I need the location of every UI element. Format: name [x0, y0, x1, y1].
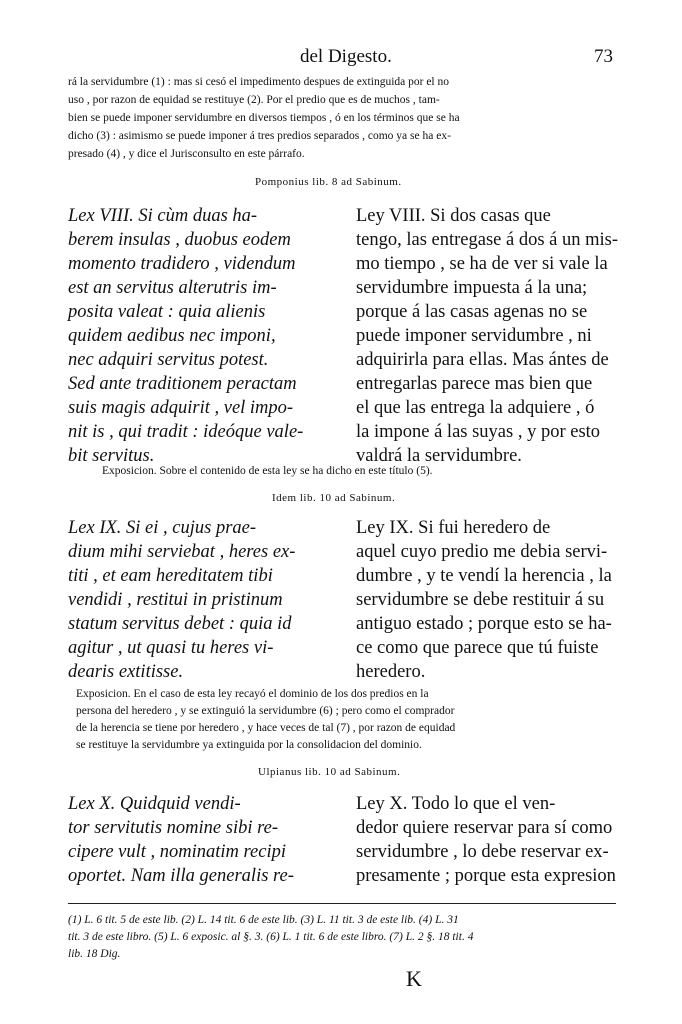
spanish-line: valdrá la servidumbre.: [356, 446, 522, 466]
intro-line: bien se puede imponer servidumbre en diversos tiempos , ó en los términos que se ha: [68, 112, 460, 124]
footnote-line: lib. 18 Dig.: [68, 948, 121, 960]
latin-line: vendidi , restitui in pristinum: [68, 590, 283, 610]
section-heading-idem: Idem lib. 10 ad Sabinum.: [272, 492, 396, 504]
spanish-line: puede imponer servidumbre , ni: [356, 326, 592, 346]
exposicion-line: se restituye la servidumbre ya extinguida por la consolidacion del dominio.: [76, 739, 422, 751]
latin-line: posita valeat : quia alienis: [68, 302, 266, 322]
intro-line: uso , por razon de equidad se restituye (2). Por el predio que es de muchos , tam-: [68, 94, 440, 106]
exposicion-line: Exposicion. En el caso de esta ley recayó el dominio de los dos predios en la: [76, 688, 429, 700]
latin-line: statum servitus debet : quia id: [68, 614, 292, 634]
spanish-line: tengo, las entregase á dos á un mis-: [356, 230, 619, 250]
intro-line: presado (4) , y dice el Jurisconsulto en este párrafo.: [68, 148, 305, 160]
spanish-line: servidumbre se debe restituir á su: [356, 590, 605, 610]
latin-line: Lex X. Quidquid vendi-: [68, 794, 241, 814]
spanish-line: Ley VIII. Si dos casas que: [356, 206, 551, 226]
intro-line: dicho (3) : asimismo se puede imponer á tres predios separados , como ya se ha ex-: [68, 130, 451, 142]
latin-line: berem insulas , duobus eodem: [68, 230, 291, 250]
spanish-line: servidumbre impuesta á la una;: [356, 278, 588, 298]
page-number: 73: [594, 46, 613, 67]
spanish-line: porque á las casas agenas no se: [356, 302, 588, 322]
exposicion-line: de la herencia se tiene por heredero , y hace veces de tal (7) , por razon de equidad: [76, 722, 456, 734]
latin-line: quidem aedibus nec imponi,: [68, 326, 276, 346]
spanish-line: antiguo estado ; porque esto se ha-: [356, 614, 612, 634]
latin-line: titi , et eam hereditatem tibi: [68, 566, 273, 586]
latin-line: dearis extitisse.: [68, 662, 184, 682]
spanish-line: entregarlas parece mas bien que: [356, 374, 593, 394]
latin-line: oportet. Nam illa generalis re-: [68, 866, 294, 886]
latin-line: Sed ante traditionem peractam: [68, 374, 297, 394]
exposicion-1: Exposicion. Sobre el contenido de esta ley se ha dicho en este título (5).: [102, 465, 433, 477]
spanish-line: dumbre , y te vendí la herencia , la: [356, 566, 612, 586]
spanish-line: heredero.: [356, 662, 426, 682]
spanish-line: Ley IX. Si fui heredero de: [356, 518, 551, 538]
intro-line: rá la servidumbre (1) : mas si cesó el impedimento despues de extinguida por el no: [68, 76, 449, 88]
latin-line: nit is , qui tradit : ideóque vale-: [68, 422, 304, 442]
spanish-line: aquel cuyo predio me debia servi-: [356, 542, 608, 562]
spanish-line: mo tiempo , se ha de ver si vale la: [356, 254, 608, 274]
signature-mark: K: [406, 966, 422, 991]
spanish-line: ce como que parece que tú fuiste: [356, 638, 599, 658]
spanish-line: servidumbre , lo debe reservar ex-: [356, 842, 609, 862]
running-title: del Digesto.: [300, 46, 392, 67]
latin-line: suis magis adquirit , vel impo-: [68, 398, 294, 418]
spanish-line: dedor quiere reservar para sí como: [356, 818, 613, 838]
latin-line: agitur , ut quasi tu heres vi-: [68, 638, 274, 658]
spanish-line: adquirirla para ellas. Mas ántes de: [356, 350, 609, 370]
footnote-line: (1) L. 6 tit. 5 de este lib. (2) L. 14 tit. 6 de este lib. (3) L. 11 tit. 3 de este lib. (4) L. 31: [68, 914, 459, 926]
exposicion-line: persona del heredero , y se extinguió la servidumbre (6) ; pero como el comprador: [76, 705, 455, 717]
latin-line: momento tradidero , videndum: [68, 254, 296, 274]
spanish-line: la impone á las suyas , y por esto: [356, 422, 601, 442]
latin-line: Lex IX. Si ei , cujus prae-: [68, 518, 257, 538]
latin-line: tor servitutis nomine sibi re-: [68, 818, 278, 838]
spanish-line: Ley X. Todo lo que el ven-: [356, 794, 556, 814]
latin-line: dium mihi serviebat , heres ex-: [68, 542, 296, 562]
spanish-line: presamente ; porque esta expresion: [356, 866, 616, 886]
footnote-rule: [68, 903, 616, 904]
latin-line: cipere vult , nominatim recipi: [68, 842, 287, 862]
latin-line: est an servitus alterutris im-: [68, 278, 277, 298]
footnote-line: tit. 3 de este libro. (5) L. 6 exposic. al §. 3. (6) L. 1 tit. 6 de este libro. (7) L. 2 §. 18 tit. 4: [68, 931, 474, 943]
spanish-line: el que las entrega la adquiere , ó: [356, 398, 595, 418]
section-heading-ulpianus: Ulpianus lib. 10 ad Sabinum.: [258, 766, 401, 778]
latin-line: bit servitus.: [68, 446, 155, 466]
latin-line: Lex VIII. Si cùm duas ha-: [68, 206, 258, 226]
latin-line: nec adquiri servitus potest.: [68, 350, 269, 370]
section-heading-pomponius: Pomponius lib. 8 ad Sabinum.: [255, 176, 402, 188]
